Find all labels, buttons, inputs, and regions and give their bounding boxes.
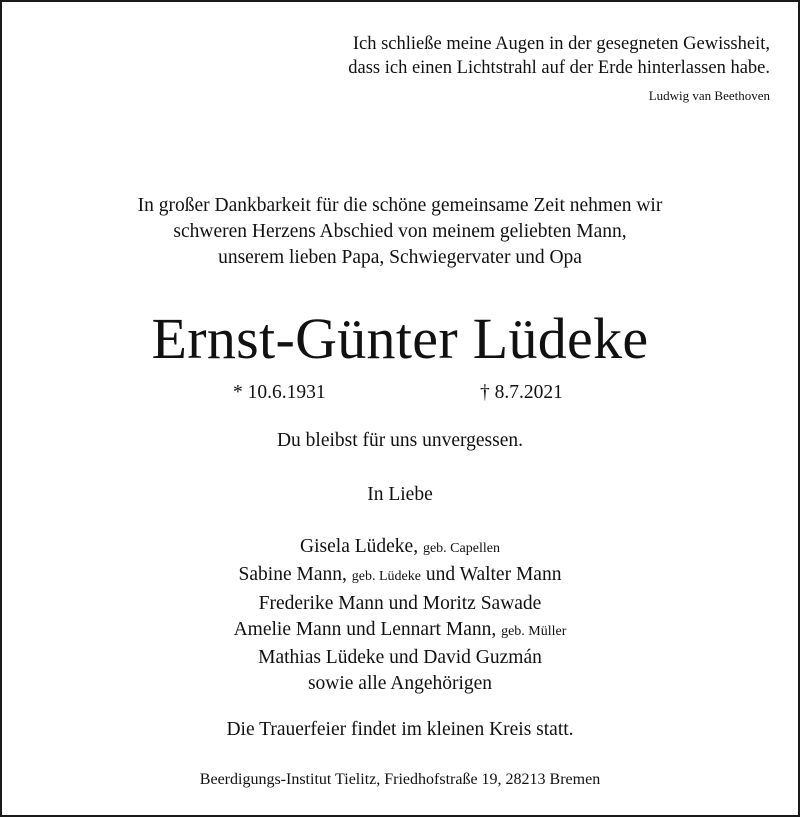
intro-text [2,193,798,271]
quote-line: Ich schließe meine Augen in der gesegneten Gewissheit, [352,34,770,54]
family-line [2,534,798,562]
quote-author: Ludwig van Beethoven [648,88,770,103]
family-member-rest: und Walter Mann [425,564,562,586]
family-member-note: geb. Müller [501,623,567,639]
intro-line: schweren Herzens Abschied von meinem geliebten Mann, [173,221,627,242]
family-member-name: Gisela Lüdeke, [300,536,419,557]
family-list [2,534,798,698]
intro-line: unserem lieben Papa, Schwiegervater und Opa [218,247,582,268]
love-text: In Liebe [367,484,433,505]
deceased-name: Ernst-Günter Lüdeke [151,306,649,371]
family-line: Mathias Lüdeke und David Guzmán [258,647,542,669]
death-date: † 8.7.2021 [480,382,563,403]
closing-text: Die Trauerfeier findet im kleinen Kreis statt. [226,719,574,740]
family-member-name: Amelie Mann und Lennart Mann, [233,618,497,640]
quote-line: dass ich einen Lichtstrahl auf der Erde hinterlassen habe. [348,58,770,78]
family-line: sowie alle Angehörigen [307,673,493,695]
funeral-home-footer: Beerdigungs-Institut Tielitz, Friedhofstraße 19, 28213 Bremen [199,771,601,788]
birth-date: * 10.6.1931 [233,382,326,403]
family-member-note: geb. Capellen [422,541,500,556]
family-member-note: geb. Lüdeke [351,569,421,585]
remembrance-text: Du bleibst für uns unvergessen. [276,430,524,451]
family-line [2,562,798,590]
family-line: Frederike Mann und Moritz Sawade [258,592,542,614]
intro-line: In großer Dankbarkeit für die schöne gemeinsame Zeit nehmen wir [137,195,663,216]
family-line [2,617,798,645]
quote [348,32,770,80]
family-member-name: Sabine Mann, [238,564,347,586]
